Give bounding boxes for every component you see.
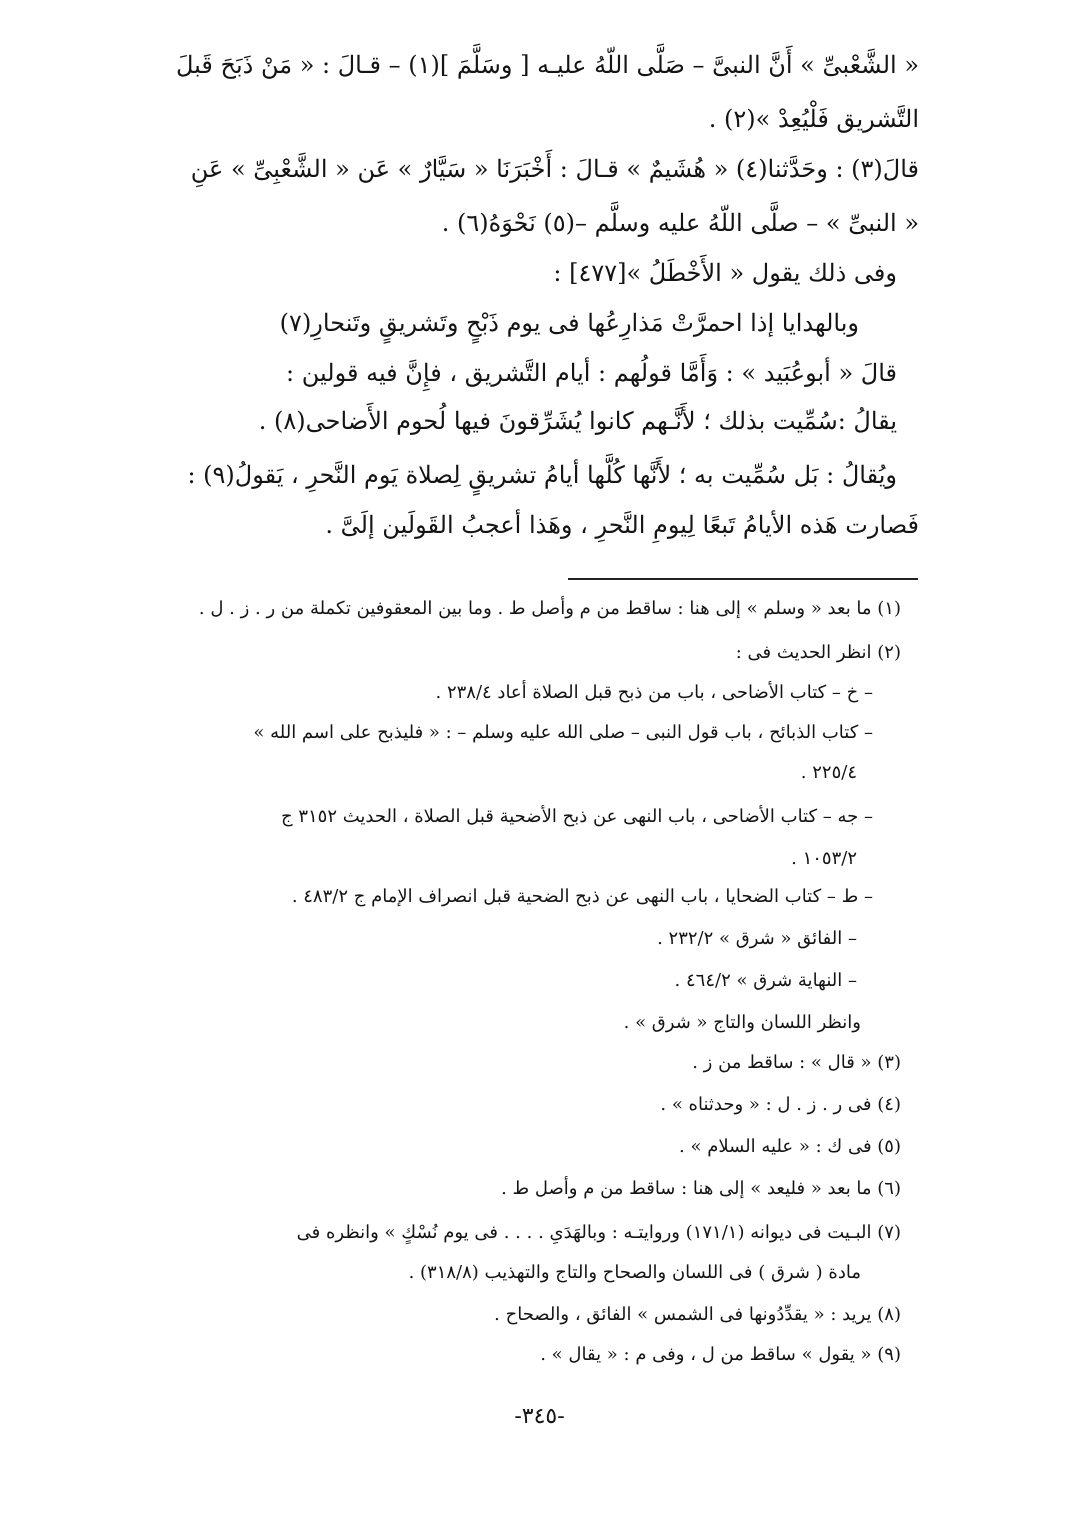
footnote-line: – النهاية شرق » ٤٦٤/٢ .	[674, 970, 857, 991]
main-line: فَصارت هَذه الأيامُ تَبعًا لِيومِ النَّحرِ ، وهَذا أعجبُ القَولَين إلَىَّ .	[325, 511, 919, 539]
footnote-line: (٩) « يقول » ساقط من ل ، وفى م : « يقال » .	[540, 1344, 901, 1365]
footnote-line: ٢٢٥/٤ .	[800, 762, 857, 783]
footnote-line: (٧) البـيت فى ديوانه (١٧١/١) وروايتـه : وبالهَدَىِ . . . . فى يوم نُسْكٍ » وانظره فى	[296, 1222, 901, 1243]
footnote-line: – كتاب الذبائح ، باب قول النبى – صلى الله عليه وسلم – : « فليذبح على اسم الله »	[253, 722, 873, 743]
main-line: قالَ « أبوعُبَيد » : وَأَمَّا قولُهم : أيام التَّشريق ، فإِنَّ فيه قولين :	[286, 359, 897, 387]
footnote-line: (٢) انظر الحديث فى :	[735, 642, 901, 663]
footnote-line: – الفائق « شرق » ٢٣٢/٢ .	[657, 928, 857, 949]
footnote-line: – ط – كتاب الضحايا ، باب النهى عن ذبح الضحية قبل انصراف الإمام ج ٤٨٣/٢ .	[291, 886, 873, 907]
main-line: « الشَّعْبىِّ » أَنَّ النبىَّ – صَلَّى اللّهُ عليـه [ وسَلَّمَ ](١) – قـالَ : « مَنْ ذَبَحَ قَبلَ	[175, 51, 919, 79]
page-number: -٣٤٥-	[514, 1404, 565, 1429]
footnote-line: (٨) يريد : « يقدِّدُونها فى الشمس » الفائق ، والصحاح .	[494, 1304, 901, 1325]
footnote-line: وانظر اللسان والتاج « شرق » .	[623, 1012, 861, 1033]
footnote-separator	[568, 578, 918, 580]
footnote-line: (٣) « قال » : ساقط من ز .	[692, 1052, 901, 1073]
main-line: يقالُ :سُمِّيت بذلك ؛ لأَنَّـهم كانوا يُشَرِّقونَ فيها لُحوم الأَضاحى(٨) .	[258, 407, 897, 435]
footnote-line: – جه – كتاب الأضاحى ، باب النهى عن ذبح الأضحية قبل الصلاة ، الحديث ٣١٥٢ ج	[281, 806, 873, 827]
footnote-line: – خ – كتاب الأضاحى ، باب من ذبح قبل الصلاة أعاد ٢٣٨/٤ .	[435, 682, 873, 703]
main-line: ويُقالُ : بَل سُمِّيت به ؛ لأَنَّها كُلَّها أيامُ تشريقٍ لِصلاة يَوم النَّحرِ ، يَقولُ(٩) :	[187, 461, 897, 489]
verse-line: وبالهدايا إذا احمرَّتْ مَذارِعُها فى يوم ذَبْحٍ وتَشريقٍ وتَنحارِ(٧)	[279, 309, 859, 337]
footnote-line: ١٠٥٣/٢ .	[791, 848, 857, 869]
footnote-line: (٤) فى ر . ز . ل : « وحدثناه » .	[660, 1094, 901, 1115]
footnote-line: (٦) ما بعد « فليعد » إلى هنا : ساقط من م وأصل ط .	[501, 1178, 901, 1199]
main-line: « النبىِّ » – صلَّى اللّهُ عليه وسلَّم –(٥) نَحْوَهُ(٦) .	[441, 209, 919, 237]
main-line: وفى ذلك يقول « الأَخْطَلُ »[٤٧٧] :	[553, 259, 897, 287]
main-line: قالَ(٣) : وحَدَّثنا(٤) « هُشَيمٌ » قـالَ : أَخْبَرَنَا « سَيَّارٌ » عَن « الشَّعْبِىِّ » عَنِ	[190, 155, 919, 183]
footnote-line: (١) ما بعد « وسلم » إلى هنا : ساقط من م وأصل ط . وما بين المعقوفين تكملة من ر . ز . ل .	[198, 598, 901, 619]
footnote-line: (٥) فى ك : « عليه السلام » .	[679, 1136, 901, 1157]
footnote-line: مادة ( شرق ) فى اللسان والصحاح والتاج والتهذيب (٣١٨/٨) .	[408, 1262, 861, 1283]
main-line: التَّشريق فَلْيُعِدْ »(٢) .	[708, 105, 919, 133]
